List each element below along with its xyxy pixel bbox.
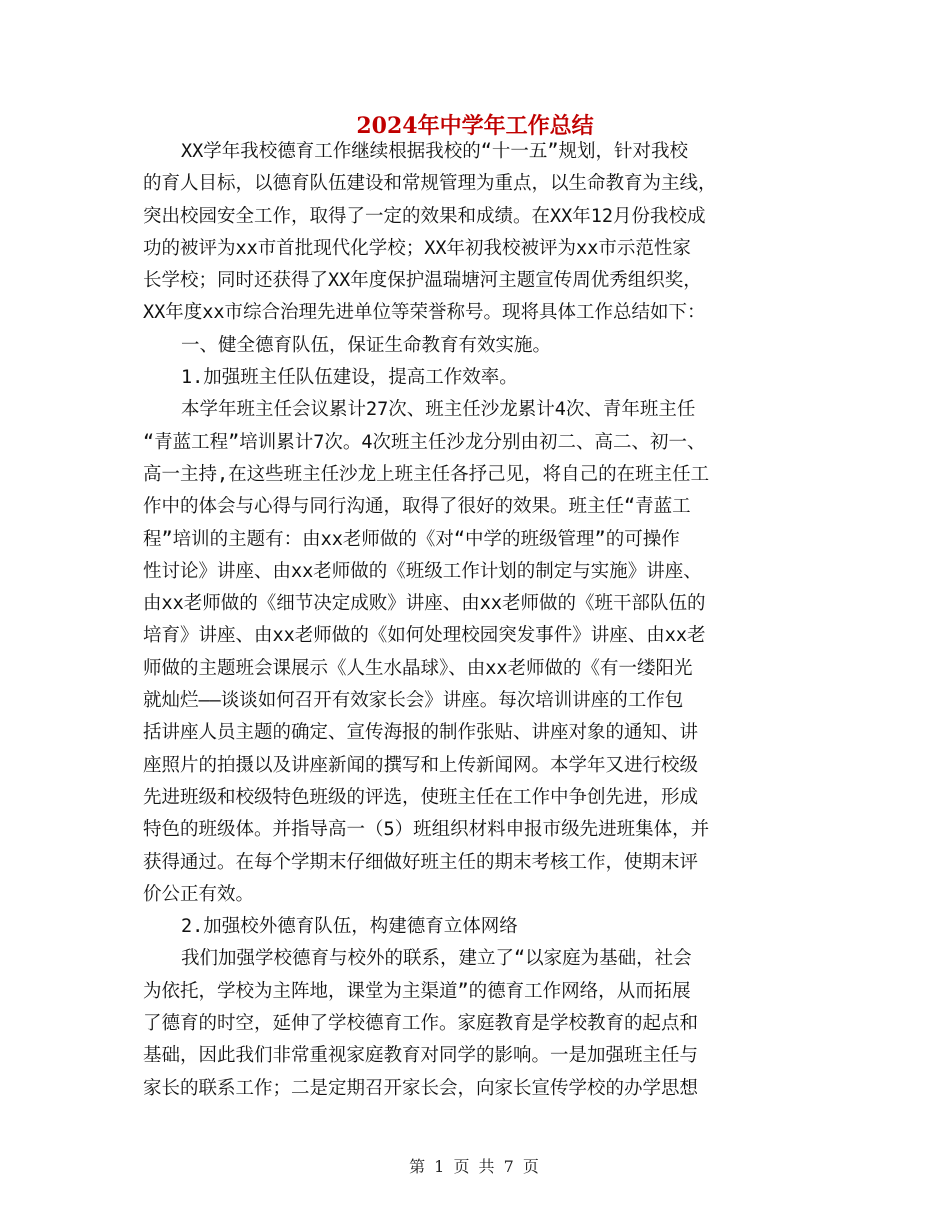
- text-line: 了德育的时空，延伸了学校德育工作。家庭教育是学校教育的起点和: [143, 1013, 699, 1035]
- text-line: 座照片的拍摄以及讲座新闻的撰写和上传新闻网。本学年又进行校级: [143, 754, 699, 776]
- text-line: 功的被评为xx市首批现代化学校；XX年初我校被评为xx市示范性家: [143, 237, 691, 259]
- text-line: 由xx老师做的《细节决定成败》讲座、由xx老师做的《班干部队伍的: [143, 593, 706, 615]
- text-line: “青蓝工程”培训累计7次。4次班主任沙龙分别由初二、高二、初一、: [143, 431, 706, 453]
- text-line: 本学年班主任会议累计27次、班主任沙龙累计4次、青年班主任: [181, 399, 696, 421]
- text-line: 师做的主题班会课展示《人生水晶球》、由xx老师做的《有一缕阳光: [143, 657, 693, 679]
- text-line: XX学年我校德育工作继续根据我校的“十一五”规划，针对我校: [181, 141, 689, 162]
- text-line: 价公正有效。: [143, 883, 255, 905]
- text-line: 就灿烂——谈谈如何召开有效家长会》讲座。每次培训讲座的工作包: [143, 690, 684, 712]
- text-line: 括讲座人员主题的确定、宣传海报的制作张贴、讲座对象的通知、讲: [143, 722, 699, 744]
- text-line: 先进班级和校级特色班级的评选，使班主任在工作中争创先进，形成: [143, 786, 699, 808]
- text-line: 程”培训的主题有：由xx老师做的《对“中学的班级管理”的可操作: [143, 528, 680, 550]
- text-line: 我们加强学校德育与校外的联系，建立了“以家庭为基础，社会: [181, 948, 692, 970]
- text-line: 培育》讲座、由xx老师做的《如何处理校园突发事件》讲座、由xx老: [143, 625, 706, 647]
- text-line: 性讨论》讲座、由xx老师做的《班级工作计划的制定与实施》讲座、: [143, 560, 702, 582]
- text-line: 高一主持,在这些班主任沙龙上班主任各抒己见，将自己的在班主任工: [143, 463, 710, 485]
- text-line: 作中的体会与心得与同行沟通，取得了很好的效果。班主任“青蓝工: [143, 496, 691, 518]
- section-heading: 一、健全德育队伍，保证生命教育有效实施。: [181, 334, 552, 356]
- text-line: 长学校；同时还获得了XX年度保护温瑞塘河主题宣传周优秀组织奖，: [143, 270, 702, 292]
- document-body: [143, 136, 813, 1105]
- text-line: 获得通过。在每个学期末仔细做好班主任的期末考核工作，使期末评: [143, 851, 699, 873]
- text-line: 基础，因此我们非常重视家庭教育对同学的影响。一是加强班主任与: [143, 1045, 699, 1067]
- text-line: 家长的联系工作；二是定期召开家长会，向家长宣传学校的办学思想: [143, 1077, 699, 1099]
- text-line: 特色的班级体。并指导高一（5）班组织材料申报市级先进班集体，并: [143, 819, 710, 841]
- text-line: XX年度xx市综合治理先进单位等荣誉称号。现将具体工作总结如下：: [143, 302, 706, 324]
- subsection-heading: 2.加强校外德育队伍，构建德育立体网络: [181, 916, 518, 938]
- text-line: 的育人目标，以德育队伍建设和常规管理为重点，以生命教育为主线，: [143, 173, 717, 195]
- text-line: 为依托，学校为主阵地，课堂为主渠道”的德育工作网络，从而拓展: [143, 980, 691, 1002]
- document-title: 2024年中学年工作总结: [356, 113, 594, 139]
- page-footer: 第 1 页 共 7 页: [409, 1157, 541, 1176]
- text-line: 突出校园安全工作，取得了一定的效果和成绩。在XX年12月份我校成: [143, 205, 706, 227]
- subsection-heading: 1.加强班主任队伍建设，提高工作效率。: [181, 367, 518, 389]
